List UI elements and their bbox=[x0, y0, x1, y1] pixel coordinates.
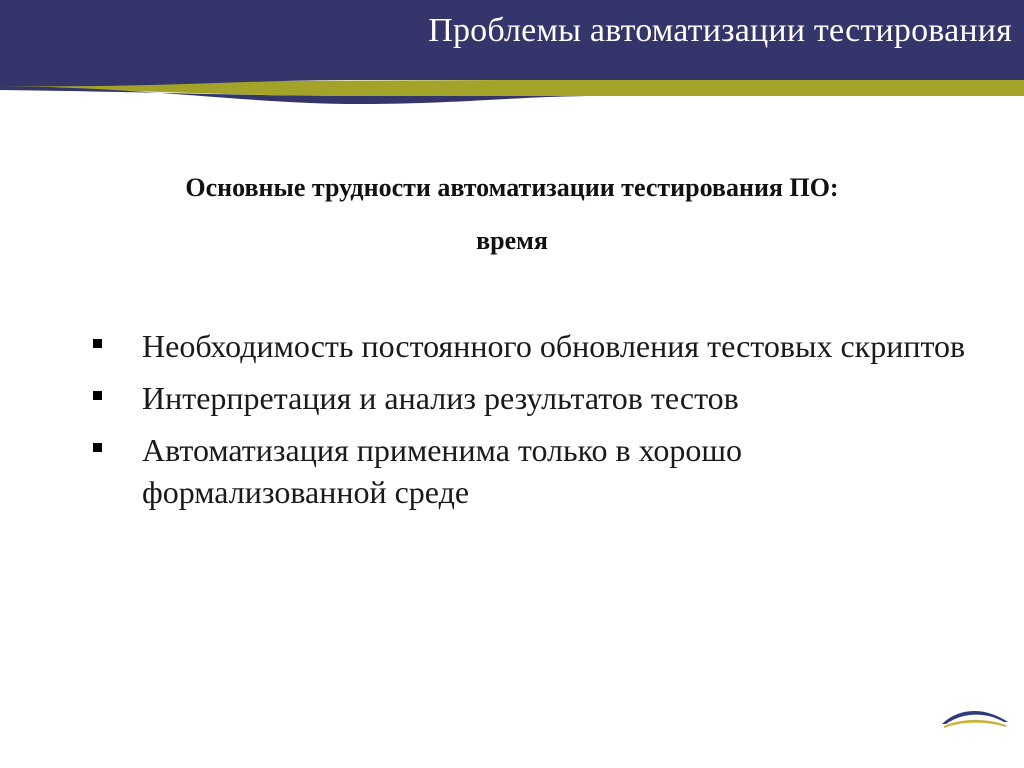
subtitle: Основные трудности автоматизации тестирования ПО: bbox=[185, 173, 839, 202]
company-logo-icon bbox=[938, 698, 1012, 732]
slide-title: Проблемы автоматизации тестирования bbox=[428, 12, 1012, 49]
bullet-text: Автоматизация применима только в хорошо формализованной среде bbox=[142, 432, 743, 510]
bullet-list bbox=[90, 325, 970, 523]
bullet-item bbox=[90, 429, 970, 513]
square-bullet-icon bbox=[93, 339, 102, 348]
bullet-text: Интерпретация и анализ результатов тестов bbox=[142, 380, 739, 416]
square-bullet-icon bbox=[93, 391, 102, 400]
subtitle-topic: время bbox=[476, 226, 548, 255]
bullet-item bbox=[90, 325, 970, 367]
square-bullet-icon bbox=[93, 443, 102, 452]
bullet-text: Необходимость постоянного обновления тестовых скриптов bbox=[142, 328, 966, 364]
bullet-item bbox=[90, 377, 970, 419]
